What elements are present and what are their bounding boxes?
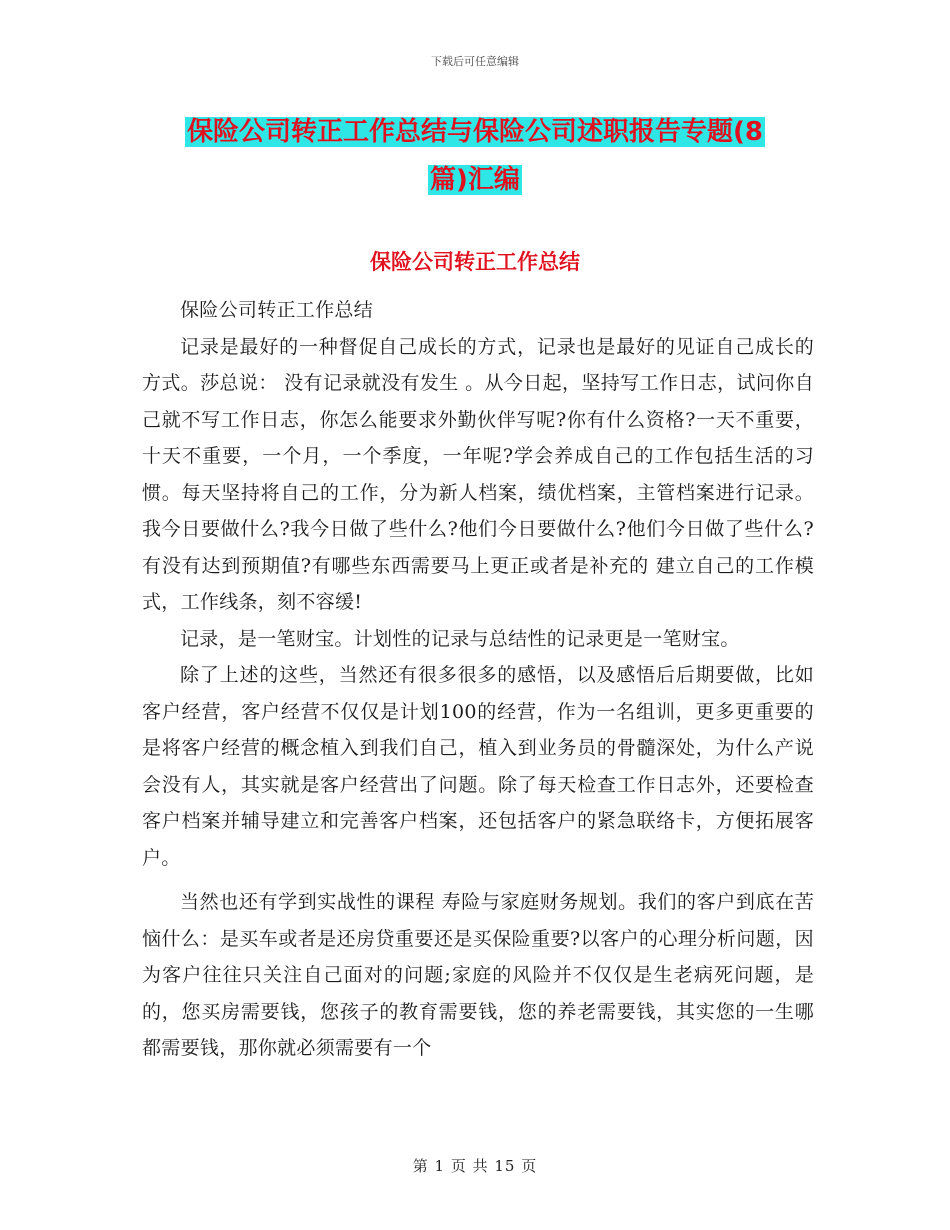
title-line-2: 篇)汇编 (430, 165, 520, 195)
page-number: 第 1 页 共 15 页 (412, 1157, 538, 1175)
body-text (142, 292, 814, 1067)
header-note: 下载后可任意编辑 (431, 55, 519, 68)
paragraph: 记录是最好的一种督促自己成长的方式，记录也是最好的见证自己成长的方式。莎总说： 没有记录就没有发生 。从今日起，坚持写工作日志，试问你自己就不写工作日志，你怎么能要求外勤伙伴写呢?你有什么资格?一天不重要，十天不重要，一个月，一个季度，一年呢?学会养成自己的工作包括生活的习惯。每天坚持将自己的工作，分为新人档案，绩优档案，主管档案进行记录。我今日要做什么?我今日做了些什么?他们今日要做什么?他们今日做了些什么?有没有达到预期值?有哪些东西需要马上更正或者是补充的 建立自己的工作模式，工作线条，刻不容缓! (142, 335, 814, 613)
title-line-1: 保险公司转正工作总结与保险公司述职报告专题(8 (187, 117, 763, 147)
paragraph: 当然也还有学到实战性的课程 寿险与家庭财务规划。我们的客户到底在苦恼什么：是买车或者是还房贷重要还是买保险重要?以客户的心理分析问题，因为客户往往只关注自己面对的问题;家庭的风险并不仅仅是生老病死问题，是的，您买房需要钱，您孩子的教育需要钱，您的养老需要钱，其实您的一生哪都需要钱，那你就必须需要有一个 (142, 891, 814, 1059)
section-title: 保险公司转正工作总结 (370, 250, 580, 274)
paragraph: 记录，是一笔财宝。计划性的记录与总结性的记录更是一笔财宝。 (180, 627, 740, 650)
paragraph: 保险公司转正工作总结 (180, 299, 374, 321)
document-title (140, 108, 810, 204)
paragraph: 除了上述的这些，当然还有很多很多的感悟，以及感悟后后期要做，比如客户经营，客户经营不仅仅是计划100的经营，作为一名组训，更多更重要的是将客户经营的概念植入到我们自己，植入到业务员的骨髓深处，为什么产说会没有人，其实就是客户经营出了问题。除了每天检查工作日志外，还要检查客户档案并辅导建立和完善客户档案，还包括客户的紧急联络卡，方便拓展客户。 (142, 664, 814, 869)
